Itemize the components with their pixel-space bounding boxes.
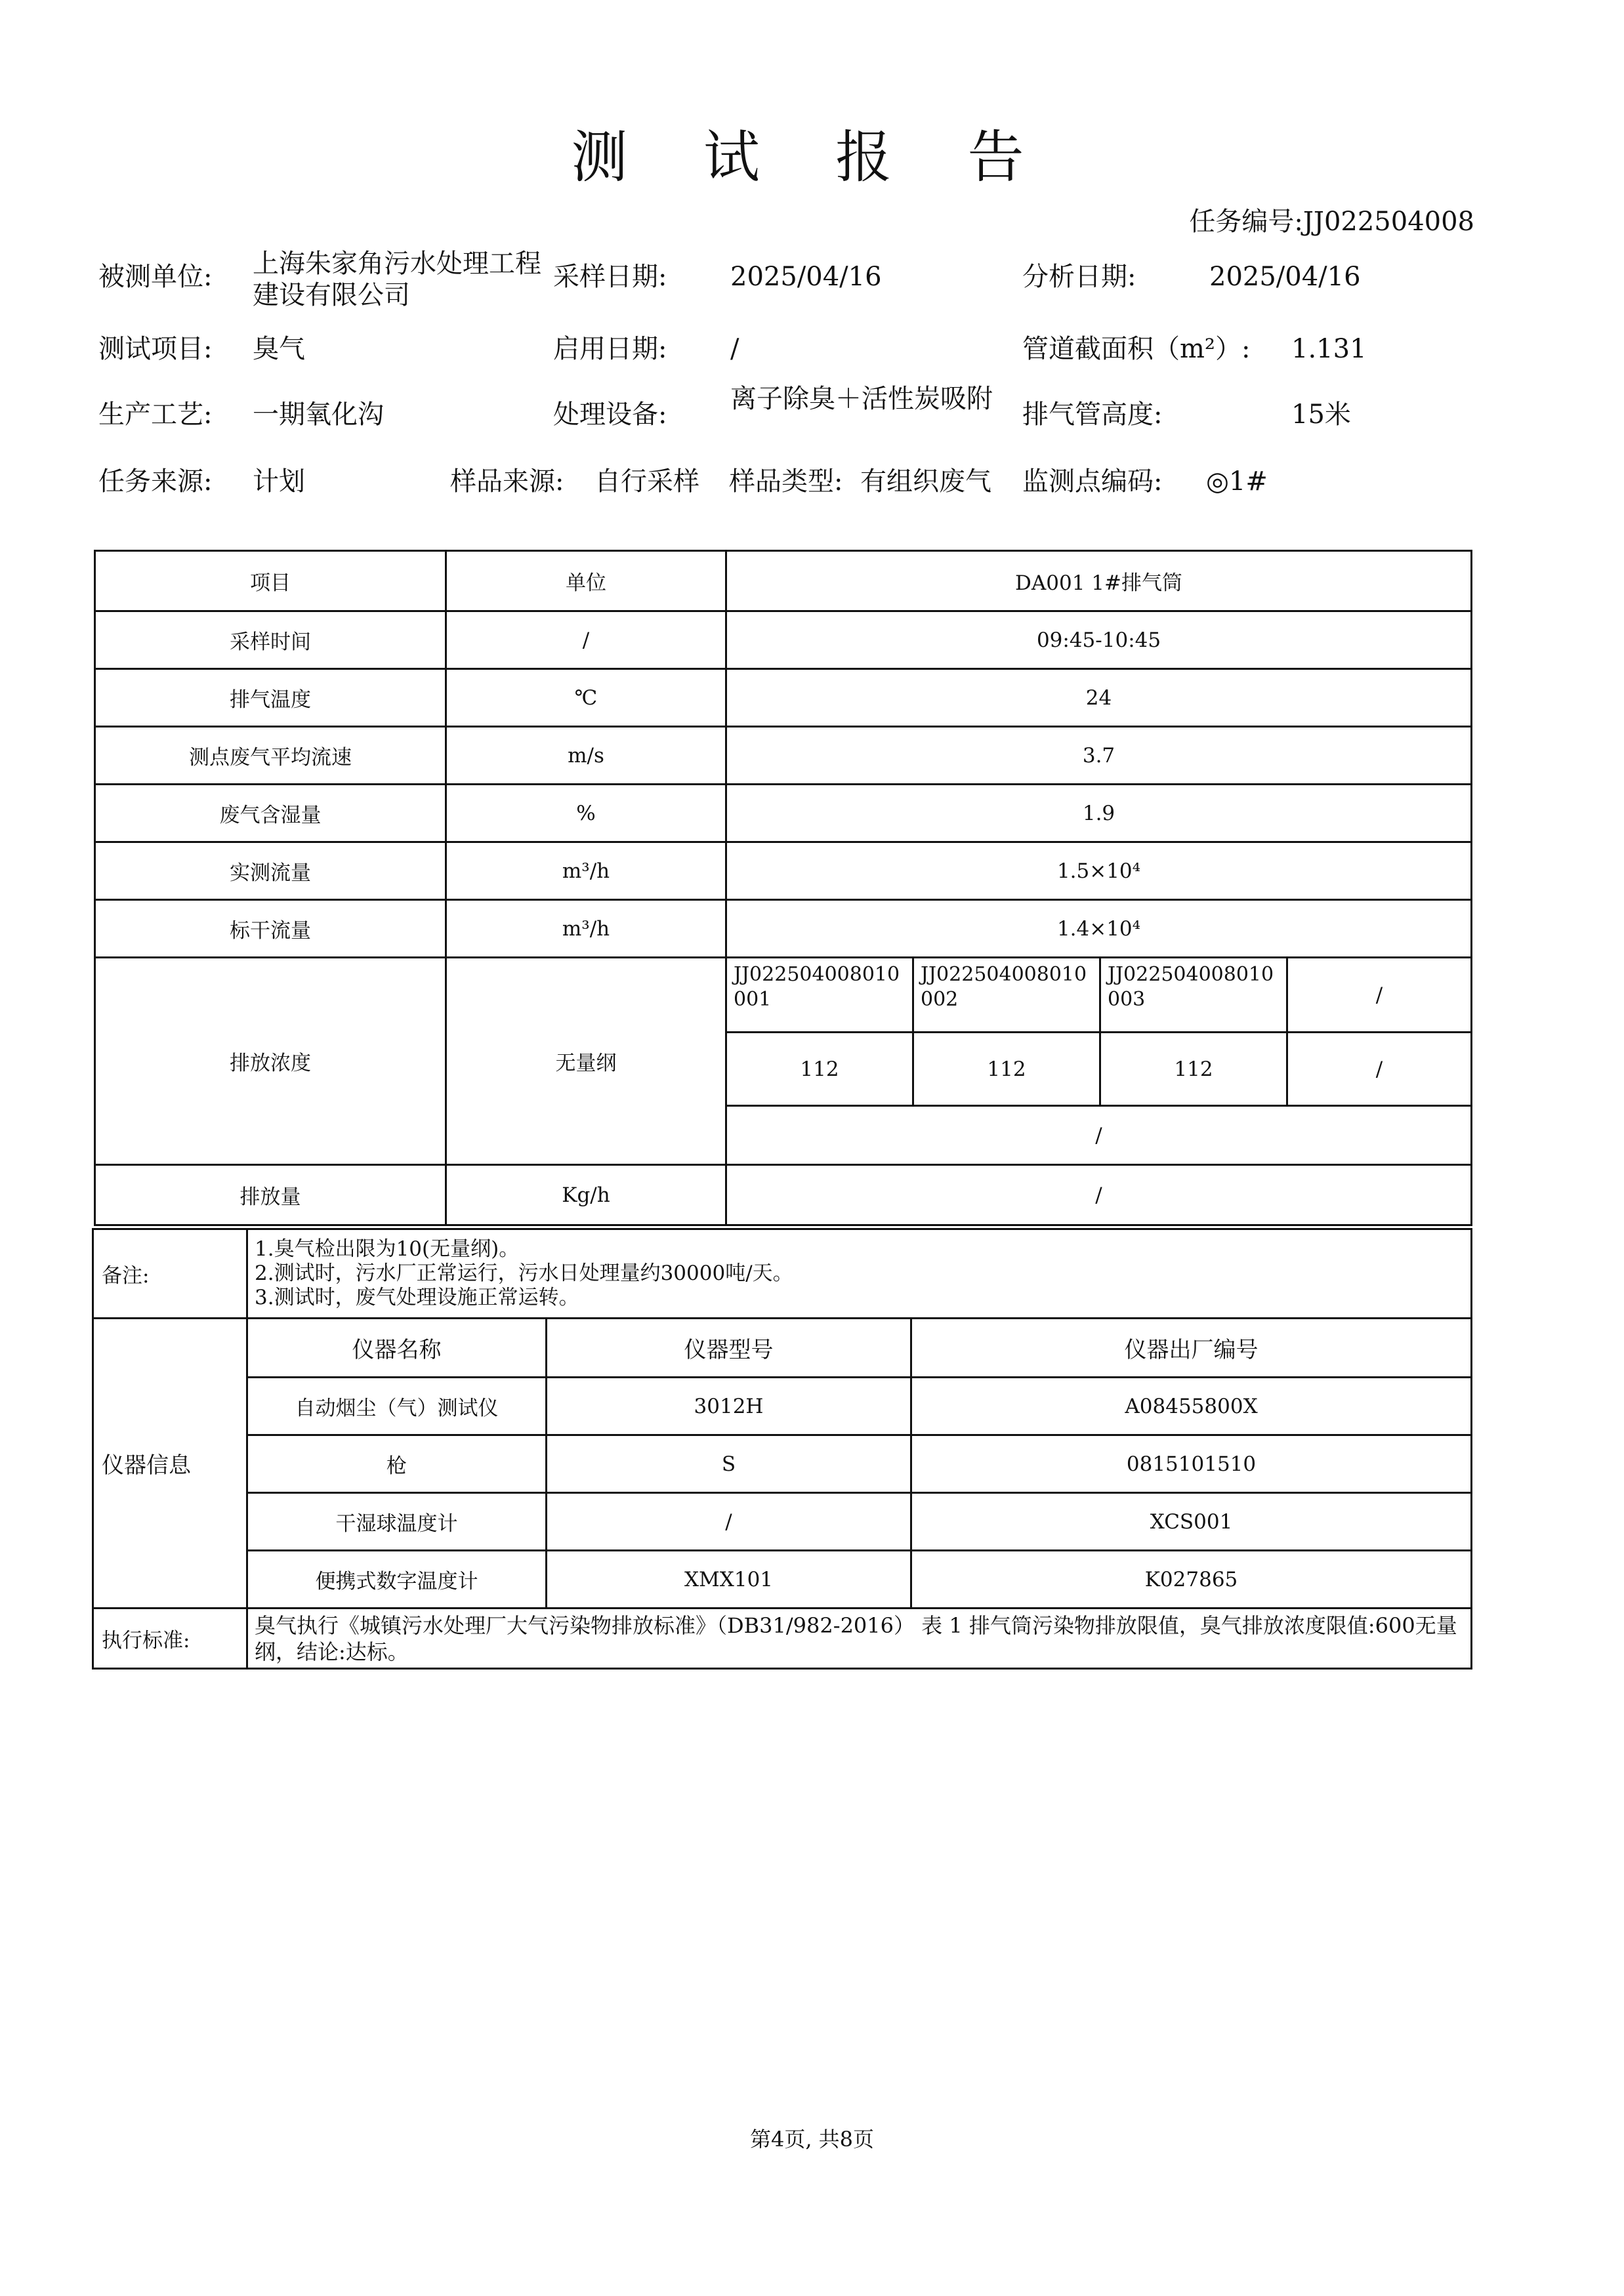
task-number: 任务编号:JJ022504008: [1189, 207, 1474, 237]
page-footer: 第4页, 共8页: [749, 2127, 875, 2152]
row-item: 测点废气平均流速: [95, 727, 446, 785]
row-item: 采样时间: [95, 611, 446, 669]
row-item: 废气含湿量: [95, 785, 446, 842]
instrument-model-header: 仪器型号: [547, 1319, 911, 1378]
unit-value: 上海朱家角污水处理工程建设有限公司: [253, 249, 541, 310]
instrument-serial: 0815101510: [911, 1435, 1472, 1493]
sample-code: /: [1287, 958, 1472, 1033]
instrument-name: 枪: [247, 1435, 547, 1493]
data-table: [94, 550, 1472, 1226]
point-value: ◎1#: [1206, 466, 1268, 497]
height-label: 排气管高度:: [1022, 400, 1163, 430]
remark-line: 1.臭气检出限为10(无量纲)。: [255, 1237, 520, 1261]
row-value: 1.9: [726, 785, 1472, 842]
row-value: 3.7: [726, 727, 1472, 785]
standard-text: 臭气执行《城镇污水处理厂大气污染物排放标准》（DB31/982-2016） 表 1 排气筒污染物排放限值，臭气排放浓度限值:600无量纲，结论:达标。: [247, 1609, 1472, 1669]
sample-type-value: 有组织废气: [860, 466, 991, 497]
start-date-label: 启用日期:: [553, 334, 667, 364]
instrument-model: /: [547, 1493, 911, 1551]
table-row: [95, 842, 1472, 900]
row-value: 24: [726, 669, 1472, 727]
emission-conc-unit: 无量纲: [446, 958, 726, 1165]
standard-row: [93, 1609, 1472, 1669]
emission-rate-unit: Kg/h: [446, 1165, 726, 1225]
instrument-row: [93, 1378, 1472, 1435]
height-value: 15米: [1291, 400, 1351, 430]
equipment-value: 离子除臭＋活性炭吸附: [730, 384, 993, 414]
row-item: 标干流量: [95, 900, 446, 958]
item-label: 测试项目:: [98, 334, 213, 364]
remark-line: 3.测试时，废气处理设施正常运转。: [255, 1286, 579, 1309]
point-label: 监测点编码:: [1022, 466, 1163, 497]
process-label: 生产工艺:: [98, 400, 213, 430]
row-unit: %: [446, 785, 726, 842]
instrument-name: 干湿球温度计: [247, 1493, 547, 1551]
instrument-row: [93, 1435, 1472, 1493]
row-unit: m³/h: [446, 900, 726, 958]
emission-average: /: [726, 1106, 1472, 1165]
row-value: 1.5×10⁴: [726, 842, 1472, 900]
sample-code: JJ022504008010002: [913, 958, 1100, 1033]
remark-line: 2.测试时，污水厂正常运行，污水日处理量约30000吨/天。: [255, 1261, 793, 1285]
emission-value: 112: [1100, 1033, 1287, 1106]
instrument-serial: K027865: [911, 1551, 1472, 1609]
remarks-label: 备注:: [93, 1229, 247, 1319]
sample-source-label: 样品来源:: [450, 466, 564, 497]
equipment-label: 处理设备:: [553, 400, 667, 430]
row-item: 排气温度: [95, 669, 446, 727]
col-item-header: 项目: [95, 551, 446, 611]
emission-rate-row: [95, 1165, 1472, 1225]
row-unit: m³/h: [446, 842, 726, 900]
instrument-serial: XCS001: [911, 1493, 1472, 1551]
instrument-row: [93, 1551, 1472, 1609]
area-value: 1.131: [1291, 334, 1367, 364]
remarks-row: [93, 1229, 1472, 1319]
emission-codes-row: [95, 958, 1472, 1033]
emission-value: 112: [913, 1033, 1100, 1106]
instrument-serial: A08455800X: [911, 1378, 1472, 1435]
emission-conc-item: 排放浓度: [95, 958, 446, 1165]
start-date-value: /: [730, 334, 739, 364]
item-value: 臭气: [253, 334, 305, 364]
table-header-row: [95, 551, 1472, 611]
sample-code: JJ022504008010001: [726, 958, 913, 1033]
table-row: [95, 727, 1472, 785]
source-value: 计划: [253, 466, 305, 497]
row-item: 实测流量: [95, 842, 446, 900]
table-row: [95, 611, 1472, 669]
instrument-name-header: 仪器名称: [247, 1319, 547, 1378]
col-unit-header: 单位: [446, 551, 726, 611]
sample-type-label: 样品类型:: [729, 466, 843, 497]
sample-source-value: 自行采样: [594, 466, 699, 497]
instrument-name: 便携式数字温度计: [247, 1551, 547, 1609]
analysis-date-value: 2025/04/16: [1209, 262, 1361, 292]
row-value: 09:45-10:45: [726, 611, 1472, 669]
instrument-model: 3012H: [547, 1378, 911, 1435]
process-value: 一期氧化沟: [253, 400, 384, 430]
analysis-date-label: 分析日期:: [1022, 262, 1136, 292]
instruments-label: 仪器信息: [93, 1319, 247, 1609]
remarks-content: [247, 1229, 1472, 1319]
sample-code: JJ022504008010003: [1100, 958, 1287, 1033]
info-table: [92, 1228, 1472, 1670]
sample-date-value: 2025/04/16: [730, 262, 882, 292]
instrument-name: 自动烟尘（气）测试仪: [247, 1378, 547, 1435]
row-unit: /: [446, 611, 726, 669]
report-title: 测 试 报 告: [571, 125, 1053, 190]
emission-value: 112: [726, 1033, 913, 1106]
table-row: [95, 785, 1472, 842]
standard-label: 执行标准:: [93, 1609, 247, 1669]
table-row: [95, 900, 1472, 958]
instrument-row: [93, 1493, 1472, 1551]
unit-label: 被测单位:: [98, 262, 213, 292]
col-point-header: DA001 1#排气筒: [726, 551, 1472, 611]
area-label: 管道截面积（m²）:: [1022, 334, 1251, 364]
sample-date-label: 采样日期:: [553, 262, 667, 292]
row-unit: m/s: [446, 727, 726, 785]
instrument-model: S: [547, 1435, 911, 1493]
emission-rate-value: /: [726, 1165, 1472, 1225]
instrument-serial-header: 仪器出厂编号: [911, 1319, 1472, 1378]
row-value: 1.4×10⁴: [726, 900, 1472, 958]
emission-rate-item: 排放量: [95, 1165, 446, 1225]
table-row: [95, 669, 1472, 727]
source-label: 任务来源:: [98, 466, 213, 497]
instrument-header-row: [93, 1319, 1472, 1378]
emission-value: /: [1287, 1033, 1472, 1106]
row-unit: ℃: [446, 669, 726, 727]
instrument-model: XMX101: [547, 1551, 911, 1609]
